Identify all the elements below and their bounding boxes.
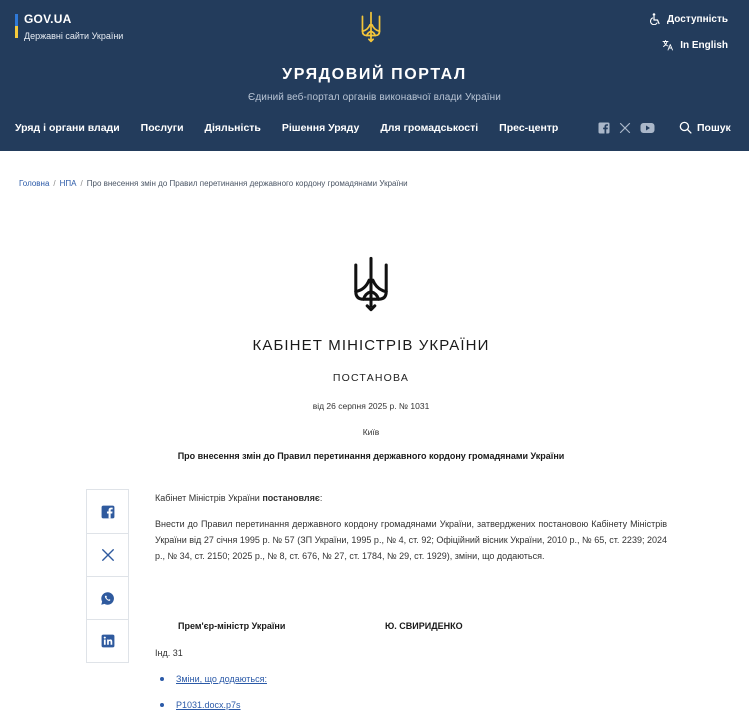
document-organization: КАБІНЕТ МІНІСТРІВ УКРАЇНИ (252, 337, 490, 354)
language-label: In English (680, 39, 728, 51)
whatsapp-icon (100, 591, 115, 606)
share-linkedin-button[interactable] (87, 619, 128, 662)
intro-suffix: : (319, 493, 323, 503)
nav-item-government[interactable]: Уряд і органи влади (15, 122, 120, 134)
govua-site-subtitle: Державні сайти України (24, 31, 124, 41)
facebook-icon[interactable] (598, 122, 610, 134)
nav-item-decisions[interactable]: Рішення Уряду (281, 122, 360, 134)
breadcrumb-home[interactable]: Головна (19, 179, 50, 188)
portal-subtitle: Єдиний веб-портал органів виконавчої влади України (248, 92, 501, 103)
bullet-icon (160, 703, 164, 707)
intro-bold: постановляє (262, 493, 320, 503)
share-facebook-button[interactable] (87, 490, 128, 533)
document-index: Інд. 31 (155, 648, 183, 658)
breadcrumb-separator: / (53, 179, 56, 188)
search-button[interactable] (679, 121, 731, 134)
search-label: Пошук (697, 121, 731, 134)
x-twitter-icon[interactable] (619, 122, 631, 134)
accessibility-button[interactable] (650, 12, 728, 26)
signatory-name: Ю. СВИРИДЕНКО (385, 621, 463, 631)
nav-item-press[interactable]: Прес-центр (499, 122, 559, 134)
signatory-title: Прем'єр-міністр України (178, 621, 286, 631)
site-header (0, 0, 749, 151)
document-city: Київ (362, 427, 380, 437)
main-nav (15, 122, 579, 134)
youtube-icon[interactable] (640, 122, 655, 134)
attachment-item (160, 674, 267, 684)
language-switch[interactable] (650, 38, 728, 52)
breadcrumb (19, 179, 408, 188)
attachment-item (160, 700, 241, 710)
document-title: Про внесення змін до Правил перетинання державного кордону громадянами України (177, 451, 565, 461)
nav-item-services[interactable]: Послуги (140, 122, 184, 134)
breadcrumb-separator: / (80, 179, 83, 188)
x-icon (101, 548, 115, 562)
nav-item-public[interactable]: Для громадськості (380, 122, 479, 134)
document-type: ПОСТАНОВА (332, 372, 410, 384)
attachment-link-file[interactable]: P1031.docx.p7s (176, 700, 241, 710)
share-whatsapp-button[interactable] (87, 576, 128, 619)
attachment-link-changes[interactable]: Зміни, що додаються: (176, 674, 267, 684)
accessibility-label: Доступність (667, 13, 728, 25)
facebook-icon (101, 505, 115, 519)
govua-site-name: GOV.UA (24, 12, 72, 26)
search-icon (679, 121, 692, 134)
coat-of-arms-icon[interactable] (360, 11, 382, 48)
coat-of-arms-icon (352, 253, 390, 320)
document-body: Внести до Правил перетинання державного кордону громадянами України, затверджених постановою Кабінету Міністрів України від 27 січня 1995 р. № 57 (ЗП України, 1995 р., № 4, ст. 92; Офіційний вісник України, 2010 р., № 65, ст. 2239; 2024 р., № 34, ст. 2150; 2025 р., № 8, ст. 676, № 27, ст. 1784, № 29, ст. 1929), зміни, що додаються. (155, 519, 667, 561)
breadcrumb-current: Про внесення змін до Правил перетинання державного кордону громадянами України (86, 179, 408, 188)
translate-icon (662, 39, 674, 51)
portal-title[interactable]: УРЯДОВИЙ ПОРТАЛ (282, 66, 467, 83)
intro-prefix: Кабінет Міністрів України (155, 493, 263, 503)
document-date-number: від 26 серпня 2025 р. № 1031 (312, 401, 430, 411)
nav-item-activity[interactable]: Діяльність (204, 122, 261, 134)
linkedin-icon (101, 634, 115, 648)
ukraine-flag-icon (15, 14, 18, 38)
bullet-icon (160, 677, 164, 681)
document-intro (155, 490, 667, 506)
social-links (598, 122, 664, 134)
accessibility-icon (650, 13, 661, 25)
govua-logo[interactable] (15, 12, 123, 42)
breadcrumb-section[interactable]: НПА (59, 179, 77, 188)
share-panel (86, 489, 129, 663)
share-x-button[interactable] (87, 533, 128, 576)
